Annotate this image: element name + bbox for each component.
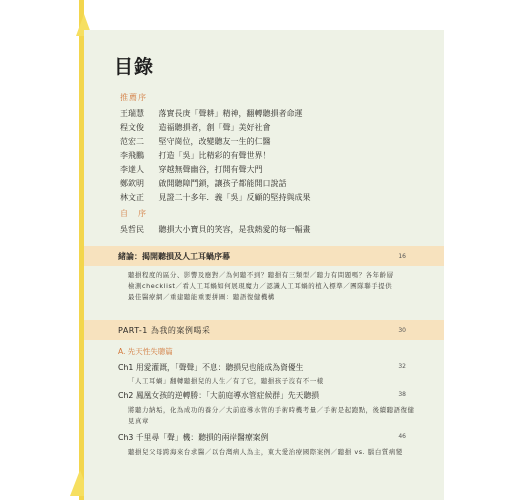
part1-title: PART-1 為我的案例喝采 <box>118 326 211 335</box>
intro-description: 聽損程度的區分、影響及應對／為何聽不到？聽損有三類型／聽力有問題嗎？各年齡層檢測checklist／看人工耳蝸如何展現魔力／認識人工耳蝸的植入標準／團隊聯手提供最佳醫療網／重建聽能重要拼圖：聽語復健機構 <box>128 271 394 301</box>
author-preface-label: 自 序 <box>120 209 147 218</box>
chapter3-description: 聽損兒父母跨海來台求醫／以台灣病人為主，東大愛治療國際案例／聽損 vs. 腦白質病變 <box>128 448 403 456</box>
recommend-entry <box>120 150 271 161</box>
recommend-name: 范宏二 <box>120 137 144 146</box>
recommend-name: 林文正 <box>120 193 144 202</box>
recommend-name: 王瑞慧 <box>120 109 144 118</box>
author-preface-entry <box>120 224 311 235</box>
recommend-entry <box>120 192 311 203</box>
author-preface-text: 聽損大小寶貝的笑容，是我熱愛的每一幅畫 <box>158 225 311 234</box>
chapter1-description: 「人工耳蝸」翻轉聽損兒的人生／有了它，聽損孩子沒有不一樣 <box>128 377 324 385</box>
chapter1-page-number: 32 <box>398 363 406 370</box>
part1-page-number: 30 <box>398 327 406 334</box>
author-name: 吳哲民 <box>120 225 144 234</box>
recommend-entry <box>120 136 271 147</box>
section-a-label: A. 先天性失聰篇 <box>118 347 173 356</box>
recommend-name: 鄭欽明 <box>120 179 144 188</box>
recommend-text: 打造「吳」比精彩的有聲世界！ <box>158 151 271 160</box>
chapter3-page-number: 46 <box>398 433 406 440</box>
recommend-entry <box>120 108 303 119</box>
recommend-text: 落實長庚「聲耕」精神，翻轉聽損者命運 <box>158 109 303 118</box>
recommend-text: 啟開聽障鬥鎖，讓孩子都能開口說話 <box>158 179 287 188</box>
chapter2-page-number: 38 <box>398 391 406 398</box>
page-title: 目錄 <box>114 56 155 78</box>
recommend-entry <box>120 122 271 133</box>
recommend-name: 李達人 <box>120 165 144 174</box>
toc-page <box>84 30 444 500</box>
recommend-text: 穿越無聲幽谷，打開有聲大門 <box>158 165 263 174</box>
recommend-name: 程文俊 <box>120 123 144 132</box>
recommend-text: 造福聽損者，創「聲」美好社會 <box>158 123 271 132</box>
recommend-name: 李飛鵬 <box>120 151 144 160</box>
recommend-label: 推薦序 <box>120 93 147 102</box>
recommend-text: 見證二十多年．義「吳」反顧的堅持與成果 <box>158 193 311 202</box>
recommend-entry <box>120 178 287 189</box>
chapter3-title: Ch3 千里尋「聲」機：聽損的兩岸醫療案例 <box>118 433 269 442</box>
recommend-text: 堅守崗位，改變聽友一生的仁醫 <box>158 137 271 146</box>
recommend-entry <box>120 164 263 175</box>
chapter2-title: Ch2 鳳凰女孩的逆轉勝：「大前庭導水管症候群」先天聽損 <box>118 391 320 400</box>
intro-title: 緒論：揭開聽損及人工耳蝸序幕 <box>118 252 230 261</box>
chapter2-description: 將聽力納垢，化為成功的養分／大前庭導水管的手術時機考量／手術是起跑點，後續聽語復健見真章 <box>128 406 415 425</box>
chapter1-title: Ch1 用愛灌溉，「聲聲」不息：聽損兒也能成為資優生 <box>118 363 304 372</box>
intro-page-number: 16 <box>398 253 406 260</box>
